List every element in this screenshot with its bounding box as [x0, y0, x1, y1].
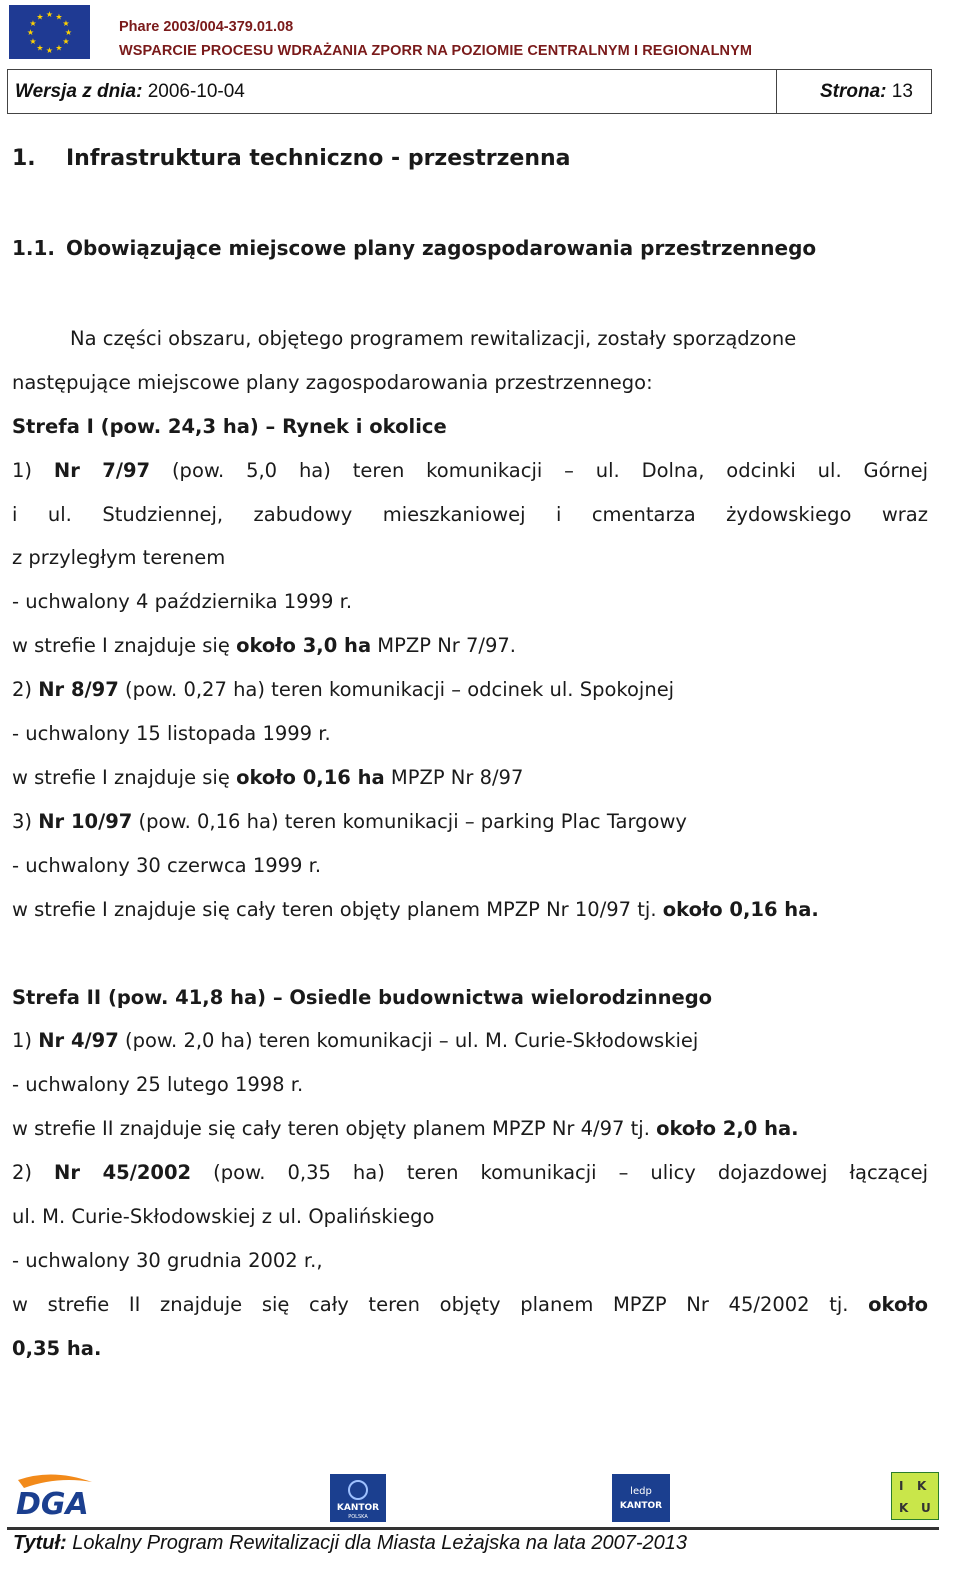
svg-text:★: ★ [36, 12, 44, 22]
footer-title-label: Tytuł: [13, 1532, 67, 1554]
section-heading [12, 146, 571, 171]
zone1-item2-zone: w strefie I znajduje się około 0,16 ha MPZP Nr 8/97 [12, 766, 524, 789]
ledp-kantor-logo [612, 1474, 670, 1527]
svg-text:★: ★ [29, 19, 37, 28]
svg-text:★: ★ [62, 37, 70, 46]
zone1-item3-zone: w strefie I znajduje się cały teren objęty planem MPZP Nr 10/97 tj. około 0,16 ha. [12, 898, 819, 921]
zone1-item3: 3) Nr 10/97 (pow. 0,16 ha) teren komunikacji – parking Plac Targowy [12, 810, 687, 833]
zone1-item2: 2) Nr 8/97 (pow. 0,27 ha) teren komunikacji – odcinek ul. Spokojnej [12, 678, 675, 701]
zone2-item1: 1) Nr 4/97 (pow. 2,0 ha) teren komunikacji – ul. M. Curie-Skłodowskiej [12, 1029, 699, 1052]
svg-text:K: K [899, 1501, 909, 1515]
zone2-item2-zone-line1: w strefie II znajduje się cały teren objęty planem MPZP Nr 45/2002 tj. około [12, 1293, 928, 1316]
svg-text:KANTOR: KANTOR [619, 1501, 663, 1511]
svg-text:★: ★ [45, 46, 54, 55]
footer-title [13, 1532, 687, 1555]
section-number: 1. [12, 146, 36, 171]
version-date: 2006-10-04 [147, 81, 245, 102]
zone1-item1-line3: z przyległym terenem [12, 546, 226, 569]
svg-text:POLSKA: POLSKA [348, 1514, 368, 1520]
page-number: 13 [891, 81, 913, 102]
dga-logo [12, 1472, 107, 1525]
zone2-heading: Strefa II (pow. 41,8 ha) – Osiedle budownictwa wielorodzinnego [12, 986, 713, 1009]
svg-text:★: ★ [36, 43, 44, 53]
zone1-item1-line1: 1) Nr 7/97 (pow. 5,0 ha) teren komunikacji – ul. Dolna, odcinki ul. Górnej [12, 459, 928, 482]
svg-text:★: ★ [29, 37, 37, 46]
zone2-item2-zone-line2: 0,35 ha. [12, 1337, 102, 1360]
svg-text:U: U [921, 1501, 931, 1515]
svg-text:★: ★ [55, 12, 63, 22]
version-info [15, 81, 245, 103]
eu-flag-logo [9, 5, 90, 59]
page-info [820, 81, 913, 103]
zone1-item1-zone: w strefie I znajduje się około 3,0 ha MPZP Nr 7/97. [12, 634, 516, 657]
svg-text:★: ★ [45, 10, 54, 19]
svg-text:K: K [917, 1479, 927, 1493]
section-title: Infrastruktura techniczno - przestrzenna [66, 146, 571, 171]
zone1-item3-adopted: - uchwalony 30 czerwca 1999 r. [12, 854, 322, 877]
svg-text:★: ★ [64, 28, 73, 37]
zone2-item1-zone: w strefie II znajduje się cały teren objęty planem MPZP Nr 4/97 tj. około 2,0 ha. [12, 1117, 799, 1140]
project-code: Phare 2003/004-379.01.08 [119, 19, 294, 35]
kantor-polska-logo [330, 1474, 386, 1527]
page-label: Strona: [820, 81, 887, 102]
header-info-box [7, 69, 932, 114]
svg-text:★: ★ [55, 43, 63, 53]
zone1-item1-line2: i ul. Studziennej, zabudowy mieszkaniowej i cmentarza żydowskiego wraz [12, 503, 928, 526]
svg-text:DGA: DGA [16, 1487, 89, 1520]
svg-text:★: ★ [62, 19, 70, 28]
zone2-item1-adopted: - uchwalony 25 lutego 1998 r. [12, 1073, 304, 1096]
zone2-item2-line1: 2) Nr 45/2002 (pow. 0,35 ha) teren komunikacji – ulicy dojazdowej łączącej [12, 1161, 929, 1184]
version-label: Wersja z dnia: [15, 81, 143, 102]
svg-text:★: ★ [26, 28, 35, 37]
project-title: WSPARCIE PROCESU WDRAŻANIA ZPORR NA POZIOMIE CENTRALNYM I REGIONALNYM [119, 43, 753, 59]
zone1-item1-adopted: - uchwalony 4 października 1999 r. [12, 590, 353, 613]
svg-text:KANTOR: KANTOR [336, 1503, 380, 1513]
ikku-logo [891, 1472, 939, 1525]
intro-line-1: Na części obszaru, objętego programem rewitalizacji, zostały sporządzone [70, 327, 797, 350]
svg-text:I: I [899, 1479, 904, 1493]
svg-text:ledp: ledp [630, 1486, 652, 1497]
subsection-title: Obowiązujące miejscowe plany zagospodarowania przestrzennego [66, 236, 817, 260]
subsection-number: 1.1. [12, 236, 56, 260]
footer-divider [7, 1527, 939, 1530]
zone1-heading: Strefa I (pow. 24,3 ha) – Rynek i okolice [12, 415, 447, 438]
footer-title-text: Lokalny Program Rewitalizacji dla Miasta Leżajska na lata 2007-2013 [72, 1532, 688, 1554]
header-divider [776, 70, 777, 113]
subsection-heading [12, 236, 816, 260]
zone2-item2-line2: ul. M. Curie-Skłodowskiej z ul. Opalińskiego [12, 1205, 435, 1228]
intro-line-2: następujące miejscowe plany zagospodarowania przestrzennego: [12, 371, 653, 394]
zone2-item2-adopted: - uchwalony 30 grudnia 2002 r., [12, 1249, 323, 1272]
zone1-item2-adopted: - uchwalony 15 listopada 1999 r. [12, 722, 331, 745]
